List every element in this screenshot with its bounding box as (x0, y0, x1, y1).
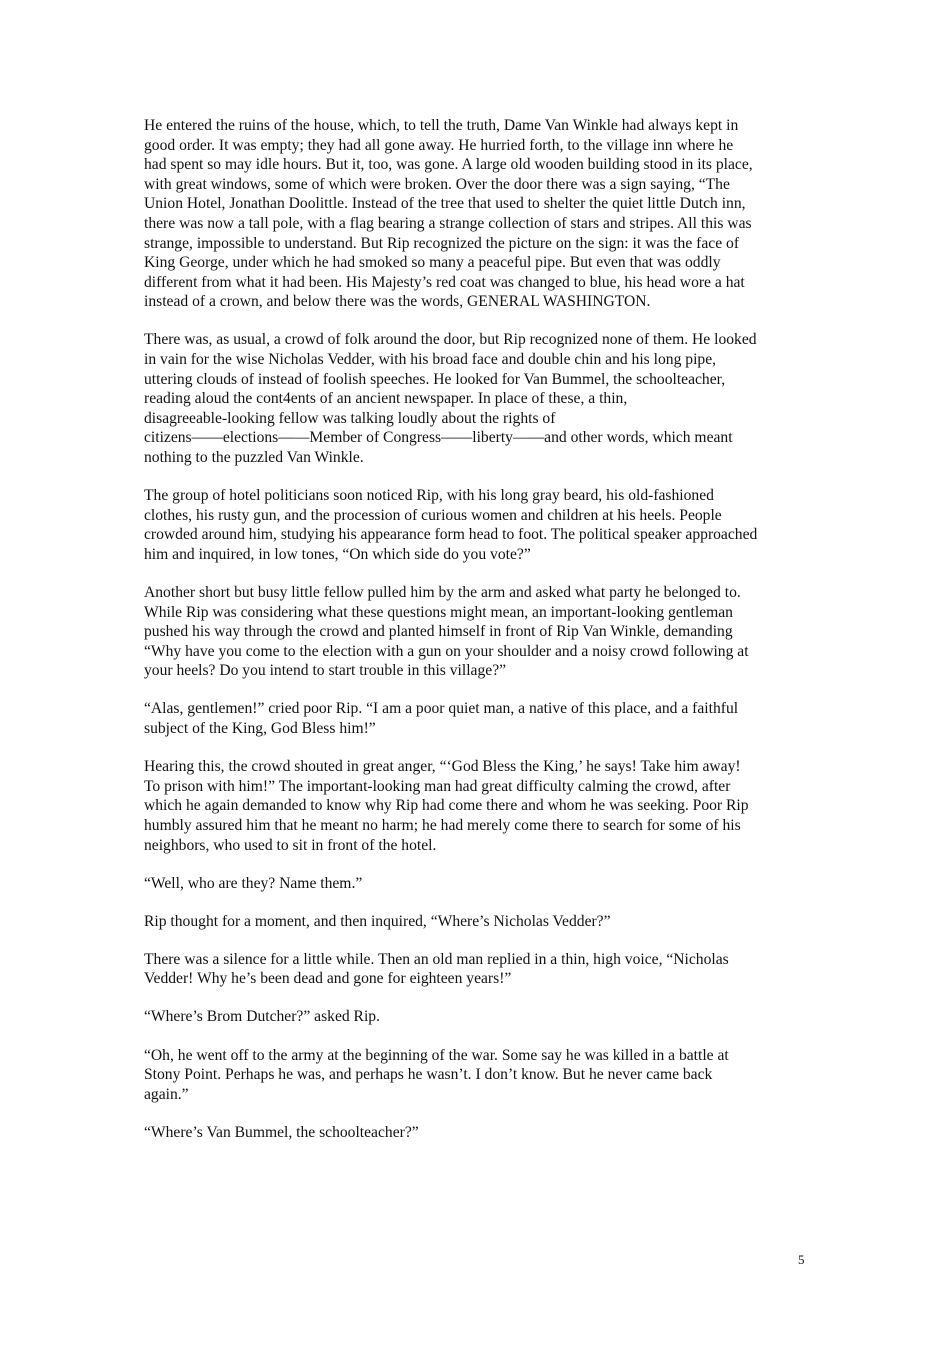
paragraph (144, 874, 812, 894)
text-line: uttering clouds of instead of foolish speeches. He looked for Van Bummel, the schoolteacher, (144, 370, 726, 388)
text-line: “Where’s Brom Dutcher?” asked Rip. (144, 1008, 380, 1026)
page-number: 5 (798, 1252, 805, 1267)
text-line: which he again demanded to know why Rip had come there and whom he was seeking. Poor Rip (144, 797, 749, 815)
paragraph (144, 116, 812, 312)
paragraph (144, 583, 812, 681)
text-line: strange, impossible to understand. But Rip recognized the picture on the sign: it was the face of (144, 234, 740, 252)
text-line: While Rip was considering what these questions might mean, an important-looking gentleman (144, 603, 733, 621)
text-line: your heels? Do you intend to start trouble in this village?” (144, 662, 507, 680)
text-line: him and inquired, in low tones, “On which side do you vote?” (144, 545, 531, 563)
paragraph (144, 950, 812, 989)
text-line: “Oh, he went off to the army at the beginning of the war. Some say he was killed in a battle at (144, 1046, 729, 1064)
text-line: pushed his way through the crowd and planted himself in front of Rip Van Winkle, demanding (144, 623, 733, 641)
document-body (144, 116, 812, 1161)
text-line: had spent so may idle hours. But it, too, was gone. A large old wooden building stood in its place, (144, 156, 753, 174)
text-line: there was now a tall pole, with a flag bearing a strange collection of stars and stripes. All this was (144, 214, 752, 232)
text-line: disagreeable-looking fellow was talking loudly about the rights of (144, 409, 556, 427)
text-line: King George, under which he had smoked so many a peaceful pipe. But even that was oddly (144, 254, 721, 272)
text-line: To prison with him!” The important-looking man had great difficulty calming the crowd, after (144, 777, 731, 795)
text-line: Rip thought for a moment, and then inquired, “Where’s Nicholas Vedder?” (144, 912, 611, 930)
text-line: citizens——elections——Member of Congress——liberty——and other words, which meant (144, 429, 733, 447)
text-line: The group of hotel politicians soon noticed Rip, with his long gray beard, his old-fashioned (144, 487, 714, 505)
text-line: “Alas, gentlemen!” cried poor Rip. “I am a poor quiet man, a native of this place, and a faithful (144, 700, 739, 718)
text-line: Stony Point. Perhaps he was, and perhaps he wasn’t. I don’t know. But he never came back (144, 1066, 713, 1084)
text-line: There was a silence for a little while. Then an old man replied in a thin, high voice, “Nicholas (144, 950, 729, 968)
paragraph (144, 1046, 812, 1105)
text-line: reading aloud the cont4ents of an ancient newspaper. In place of these, a thin, (144, 390, 628, 408)
paragraph (144, 486, 812, 564)
paragraph (144, 1007, 812, 1027)
text-line: crowded around him, studying his appearance form head to foot. The political speaker approached (144, 526, 758, 544)
text-line: Vedder! Why he’s been dead and gone for eighteen years!” (144, 970, 512, 988)
paragraph (144, 912, 812, 932)
text-line: humbly assured him that he meant no harm; he had merely come there to search for some of his (144, 816, 741, 834)
paragraph (144, 1123, 812, 1143)
text-line: in vain for the wise Nicholas Vedder, with his broad face and double chin and his long pipe, (144, 351, 717, 369)
text-line: instead of a crown, and below there was the words, GENERAL WASHINGTON. (144, 293, 651, 311)
text-line: good order. It was empty; they had all gone away. He hurried forth, to the village inn where he (144, 136, 734, 154)
paragraph (144, 330, 812, 467)
text-line: again.” (144, 1085, 189, 1103)
text-line: “Why have you come to the election with a gun on your shoulder and a noisy crowd following at (144, 642, 749, 660)
text-line: neighbors, who used to sit in front of the hotel. (144, 836, 437, 854)
text-line: He entered the ruins of the house, which, to tell the truth, Dame Van Winkle had always kept in (144, 117, 739, 134)
text-line: nothing to the puzzled Van Winkle. (144, 449, 364, 466)
paragraph (144, 699, 812, 738)
text-line: Union Hotel, Jonathan Doolittle. Instead of the tree that used to shelter the quiet little Dutch inn, (144, 195, 746, 213)
paragraph (144, 757, 812, 855)
text-line: Another short but busy little fellow pulled him by the arm and asked what party he belonged to. (144, 583, 741, 601)
text-line: subject of the King, God Bless him!” (144, 720, 376, 738)
text-line: different from what it had been. His Majesty’s red coat was changed to blue, his head wore a hat (144, 273, 745, 291)
text-line: “Well, who are they? Name them.” (144, 874, 363, 892)
text-line: clothes, his rusty gun, and the procession of curious women and children at his heels. People (144, 506, 722, 524)
text-line: with great windows, some of which were broken. Over the door there was a sign saying, “The (144, 175, 730, 193)
text-line: There was, as usual, a crowd of folk around the door, but Rip recognized none of them. He looked (144, 331, 757, 349)
text-line: Hearing this, the crowd shouted in great anger, “‘God Bless the King,’ he says! Take him away! (144, 758, 741, 776)
text-line: “Where’s Van Bummel, the schoolteacher?” (144, 1123, 419, 1141)
